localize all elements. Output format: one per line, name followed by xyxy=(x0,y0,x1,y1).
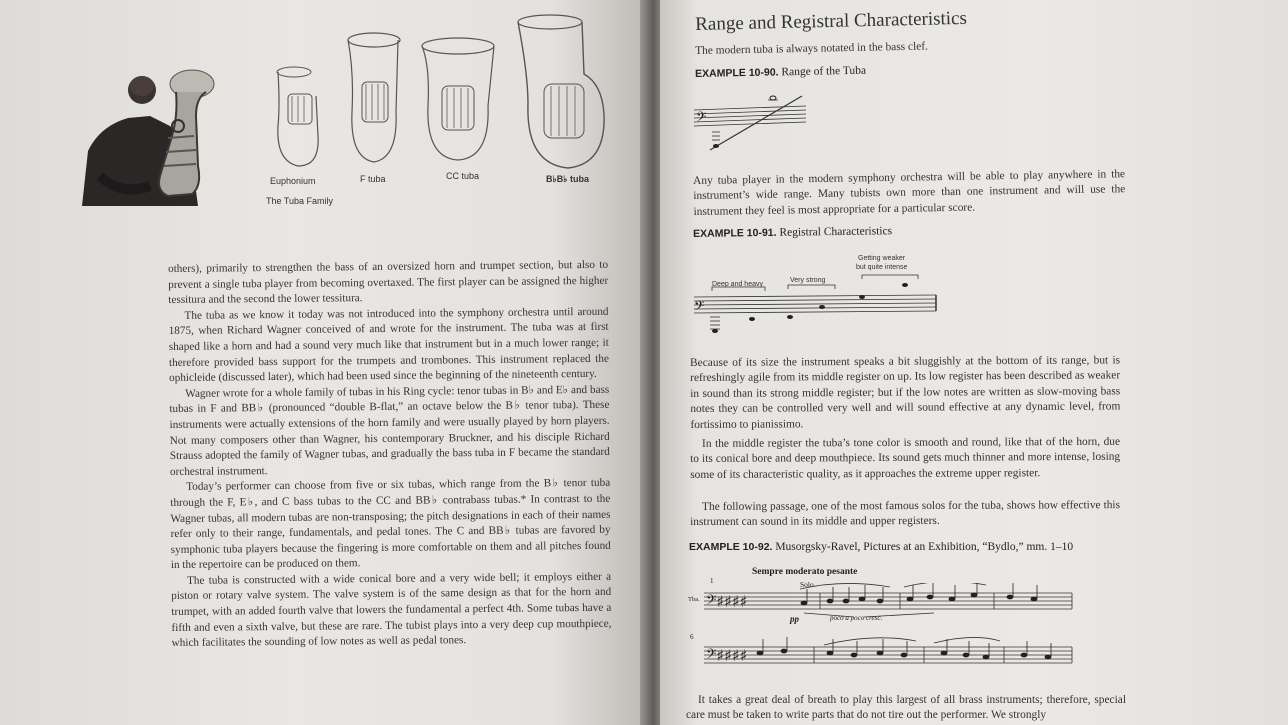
left-body-text xyxy=(168,258,612,652)
cc-tuba-drawing xyxy=(416,36,500,168)
instrument-label: Tba. xyxy=(688,596,700,603)
figure-caption: The Tuba Family xyxy=(266,196,334,206)
range-staff xyxy=(690,92,810,156)
example-10-92-label xyxy=(689,541,1073,553)
register-label: Getting weaker xyxy=(858,255,906,262)
right-page xyxy=(660,0,1288,725)
label-euphonium: Euphonium xyxy=(270,176,316,186)
example-title: Range of the Tuba xyxy=(781,64,867,79)
tempo-marking: Sempre moderato pesante xyxy=(752,567,858,577)
measure-number: 6 xyxy=(690,633,694,641)
left-paragraph: Today’s performer can choose from five or six tubas, which range from the B♭ tenor tuba through the F, E♭, and C bass tubas to the CC and BB♭ contrabass tubas.* In contrast to the Wagner tubas, all modern tubas are non-transposing; the pitch designations in each of their names refer only to their range, fundamentals, and pedal tones. The C and BB♭ tubas are favored by symphonic tuba players because the fingering is more comfortable on them and all pitches found in the repertoire can be produced on them. xyxy=(170,477,611,572)
left-paragraph: The tuba is constructed with a wide conical bore and a very wide bell; it employs either a piston or rotary valve system. The valve system is of the same design as that for the horn and trumpet, with an added fourth valve that lowers the fundamental a perfect 4th. Some tubas have a fifth and even a sixth valve, but these are rare. The tubist plays into a very deep cup mouthpiece, which facilitates the sounding of low notes as well as pedal tones. xyxy=(171,570,612,650)
tuba-player-photo xyxy=(80,56,230,206)
section-heading: Range and Registral Characteristics xyxy=(695,7,968,35)
euphonium-drawing xyxy=(270,66,330,176)
register-label: Very strong xyxy=(790,277,826,284)
register-label: but quite intense xyxy=(856,264,908,271)
register-label: Deep and heavy xyxy=(712,281,763,288)
example-number: EXAMPLE 10-90. xyxy=(695,66,779,80)
tuba-family-figure xyxy=(80,14,620,214)
paragraph-range: Any tuba player in the modern symphony orchestra will be able to play anywhere in the instrument’s wide range. Many tubists own more than one instrument and will use the instrument they feel is most appropriate for a particular score. xyxy=(693,168,1126,218)
expression-marking: poco a poco cresc. xyxy=(830,614,883,622)
bydlo-score xyxy=(686,563,1086,681)
label-bb-flat-tuba: B♭B♭ tuba xyxy=(546,174,589,184)
left-paragraph: Wagner wrote for a whole family of tubas in his Ring cycle: tenor tubas in B♭ and E♭ and bass tubas in F and BB♭ (pronounced “double B-flat,” an octave below the B♭ tenor tuba). These instruments were actually extensions of the horn family and were usually played by horn players. Not many composers other than Wagner, his contemporary Bruckner, and his disciple Richard Strauss adopted the family of Wagner tubas, and gradually the bass tuba in F became the standard orchestral instrument. xyxy=(169,383,610,478)
svg-text:𝄢: 𝄢 xyxy=(694,298,705,317)
solo-marking: Solo xyxy=(800,580,814,589)
label-f-tuba: F tuba xyxy=(360,174,386,184)
example-10-91-label xyxy=(693,225,892,240)
left-paragraph: The tuba as we know it today was not introduced into the symphony orchestra until around 1875, when Richard Wagner conceived of and wrote for the instrument. The tuba was at first shaped like a horn and had a sound very much like that instrument but in a much lower range; it therefore provided bass support for the trumpets and trombones. This instrument replaced the ophicleide (discussed later), which had been used since the beginning of the nineteenth century. xyxy=(168,305,610,385)
example-number: EXAMPLE 10-91. xyxy=(693,226,777,240)
paragraph-solo-intro: The following passage, one of the most famous solos for the tuba, shows how effective this instrument can sound in its middle and upper registers. xyxy=(690,499,1121,529)
example-title: Registral Characteristics xyxy=(779,225,893,239)
svg-text:𝄢: 𝄢 xyxy=(696,109,707,128)
paragraph-middle-register: In the middle register the tuba’s tone color is smooth and round, like that of the horn, due to its conical bore and deep mouthpiece. Its sound gets much thinner and more intense, losing some of its characteristic quality, as it approaches the extreme upper register. xyxy=(690,435,1121,481)
bydlo-staves xyxy=(704,583,1076,681)
example-10-90-label xyxy=(695,65,866,80)
registral-staff xyxy=(690,273,940,333)
paragraph-low-register: Because of its size the instrument speaks a bit sluggishly at the bottom of its range, but is refreshingly agile from its middle register on up. Its low register has been described as weaker in sound than its strong middle register; but if the low notes are written as slow-moving bass notes they can be controlled very well and will sound effective at any dynamic level, from fortissimo to pianissimo. xyxy=(690,354,1121,431)
example-number: EXAMPLE 10-92. xyxy=(689,541,773,553)
bb-flat-tuba-drawing xyxy=(514,14,610,176)
label-cc-tuba: CC tuba xyxy=(446,171,480,181)
svg-text:𝄢♯♯♯♯: 𝄢♯♯♯♯ xyxy=(706,646,748,665)
measure-number: 1 xyxy=(710,577,714,585)
example-title: Musorgsky-Ravel, Pictures at an Exhibition, “Bydlo,” mm. 1–10 xyxy=(775,541,1074,553)
f-tuba-drawing xyxy=(342,32,406,172)
registral-example xyxy=(690,253,950,333)
paragraph-breath: It takes a great deal of breath to play this largest of all brass instruments; therefore, special care must be taken to write parts that do not tire out the performer. We strongly xyxy=(686,694,1126,722)
intro-text: The modern tuba is always notated in the bass clef. xyxy=(695,40,929,57)
dynamic-marking: pp xyxy=(790,614,799,624)
svg-text:𝄢♯♯♯♯: 𝄢♯♯♯♯ xyxy=(706,592,748,611)
left-paragraph: others), primarily to strengthen the bass of an oversized horn and trumpet section, but also to prevent a single tuba player from becoming overtaxed. The first player can be assigned the higher tessitura and the second the lower tessitura. xyxy=(168,258,609,307)
